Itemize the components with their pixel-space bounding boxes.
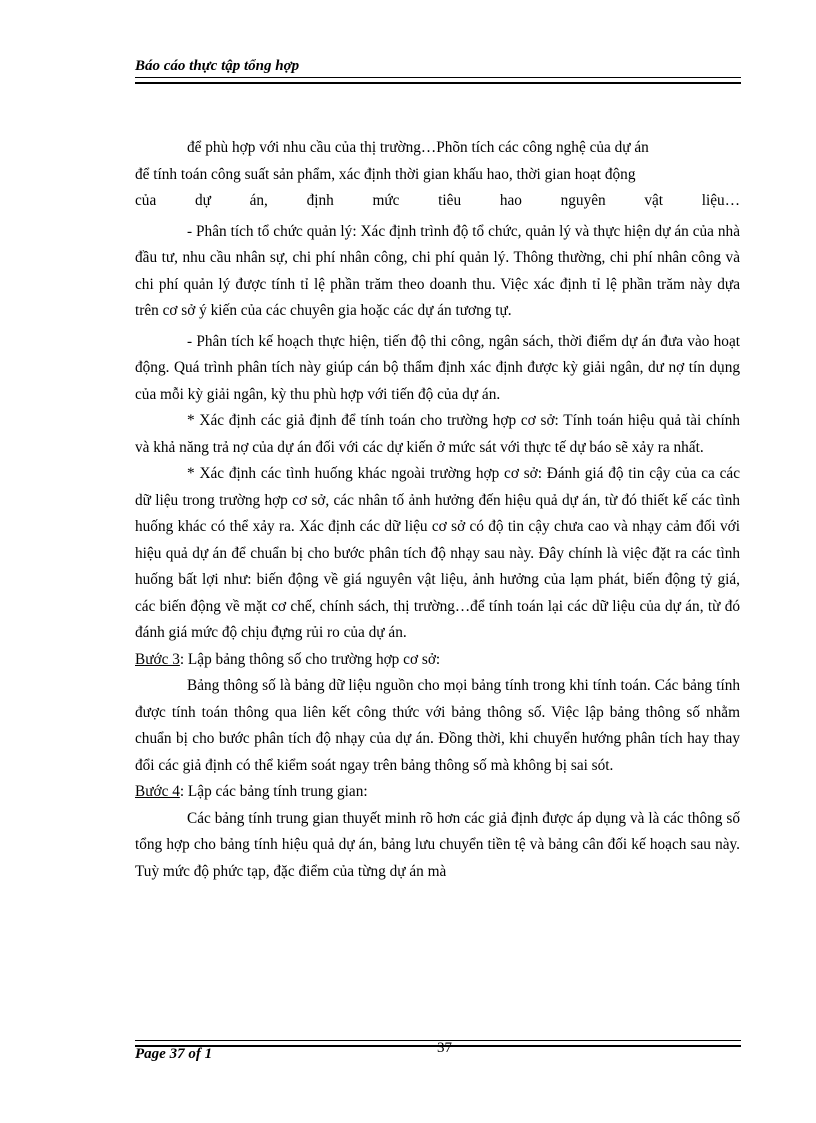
page-header (135, 56, 741, 76)
step-4-text: : Lập các bảng tính trung gian: (179, 783, 368, 800)
paragraph-base-case: * Xác định các giả định để tính toán cho trường hợp cơ sở: Tính toán hiệu quả tài chính và khả năng trả nợ của dự án đối với các dự kiến ở mức sát với thực tế dự báo sẽ xảy ra nhất. (135, 412, 740, 456)
step-4-label: Bước 4 (135, 783, 180, 800)
paragraph-intro-line2 (135, 162, 740, 189)
step-3-label: Bước 3 (135, 650, 180, 668)
paragraph-text: để phù hợp với nhu cầu của thị trường…Phõn tích các công nghệ của dự án (187, 139, 649, 156)
step-3-heading (135, 647, 740, 674)
header-title: Báo cáo thực tập tổng hợp (135, 58, 300, 74)
paragraph-text: để tính toán công suất sản phẩm, xác định thời gian khấu hao, thời gian hoạt động (135, 165, 636, 183)
paragraph-parameter-table: Bảng thông số là bảng dữ liệu nguồn cho mọi bảng tính trong khi tính toán. Các bảng tính được tính toán thông qua liên kết công thức với bảng thông số. Việc lập bảng thông số nhằm chuẩn bị cho bước phân tích độ nhạy của dự án. Đồng thời, khi chuyển hướng phân tích hay thay đổi các giả định có thể kiểm soát ngay trên bảng thông số mà không bị sai sót. (135, 677, 740, 774)
paragraph-text: của dự án, định mức tiêu hao nguyên vật liệu… (135, 192, 740, 209)
paragraph-intro-line1 (135, 135, 740, 162)
footer-page-label: Page 37 of 1 (135, 1046, 213, 1062)
step-3-text: : Lập bảng thông số cho trường hợp cơ sở: (179, 650, 441, 668)
footer-page-number: 37 (437, 1040, 452, 1056)
paragraph-intro-line3 (135, 188, 740, 215)
document-body (135, 135, 740, 885)
header-rule (135, 77, 741, 84)
paragraph-organization: - Phân tích tổ chức quản lý: Xác định trình độ tổ chức, quản lý và thực hiện dự án của nhà đầu tư, nhu cầu nhân sự, chi phí nhân công, chi phí quản lý. Thông thường, chi phí nhân công và chi phí quản lý được tính tỉ lệ phần trăm theo doanh thu. Việc xác định tỉ lệ phần trăm này dựa trên cơ sở ý kiến của các chuyên gia hoặc các dự án tương tự. (135, 222, 740, 319)
step-4-heading (135, 779, 740, 806)
paragraph-schedule: - Phân tích kế hoạch thực hiện, tiến độ thi công, ngân sách, thời điểm dự án đưa vào hoạt động. Quá trình phân tích này giúp cán bộ thẩm định xác định được kỳ giải ngân, dư nợ tín dụng của mỗi kỳ giải ngân, kỳ thu phù hợp với tiến độ của dự án. (135, 332, 740, 403)
paragraph-intermediate-tables: Các bảng tính trung gian thuyết minh rõ hơn các giả định được áp dụng và là các thông số tổng hợp cho bảng tính hiệu quả dự án, bảng lưu chuyển tiền tệ và bảng cân đối kế hoạch sau này. Tuỳ mức độ phức tạp, đặc điểm của từng dự án mà (135, 809, 740, 880)
paragraph-other-scenarios: * Xác định các tình huống khác ngoài trường hợp cơ sở: Đánh giá độ tin cậy của ca các dữ liệu trong trường hợp cơ sở, các nhân tố ảnh hưởng đến hiệu quả dự án, từ đó thiết kế các tình huống khác có thể xảy ra. Xác định các dữ liệu cơ sở có độ tin cậy chưa cao và nhạy cảm đối với hiệu quả dự án để chuẩn bị cho bước phân tích độ nhạy sau này. Đây chính là việc đặt ra các tình huống bất lợi như: biến động về giá nguyên vật liệu, ảnh hưởng của lạm phát, biến động tỷ giá, các biến động về mặt cơ chế, chính sách, thị trường…để tính toán lại các dữ liệu của dự án, từ đó đánh giá mức độ chịu đựng rủi ro của dự án. (135, 465, 740, 641)
